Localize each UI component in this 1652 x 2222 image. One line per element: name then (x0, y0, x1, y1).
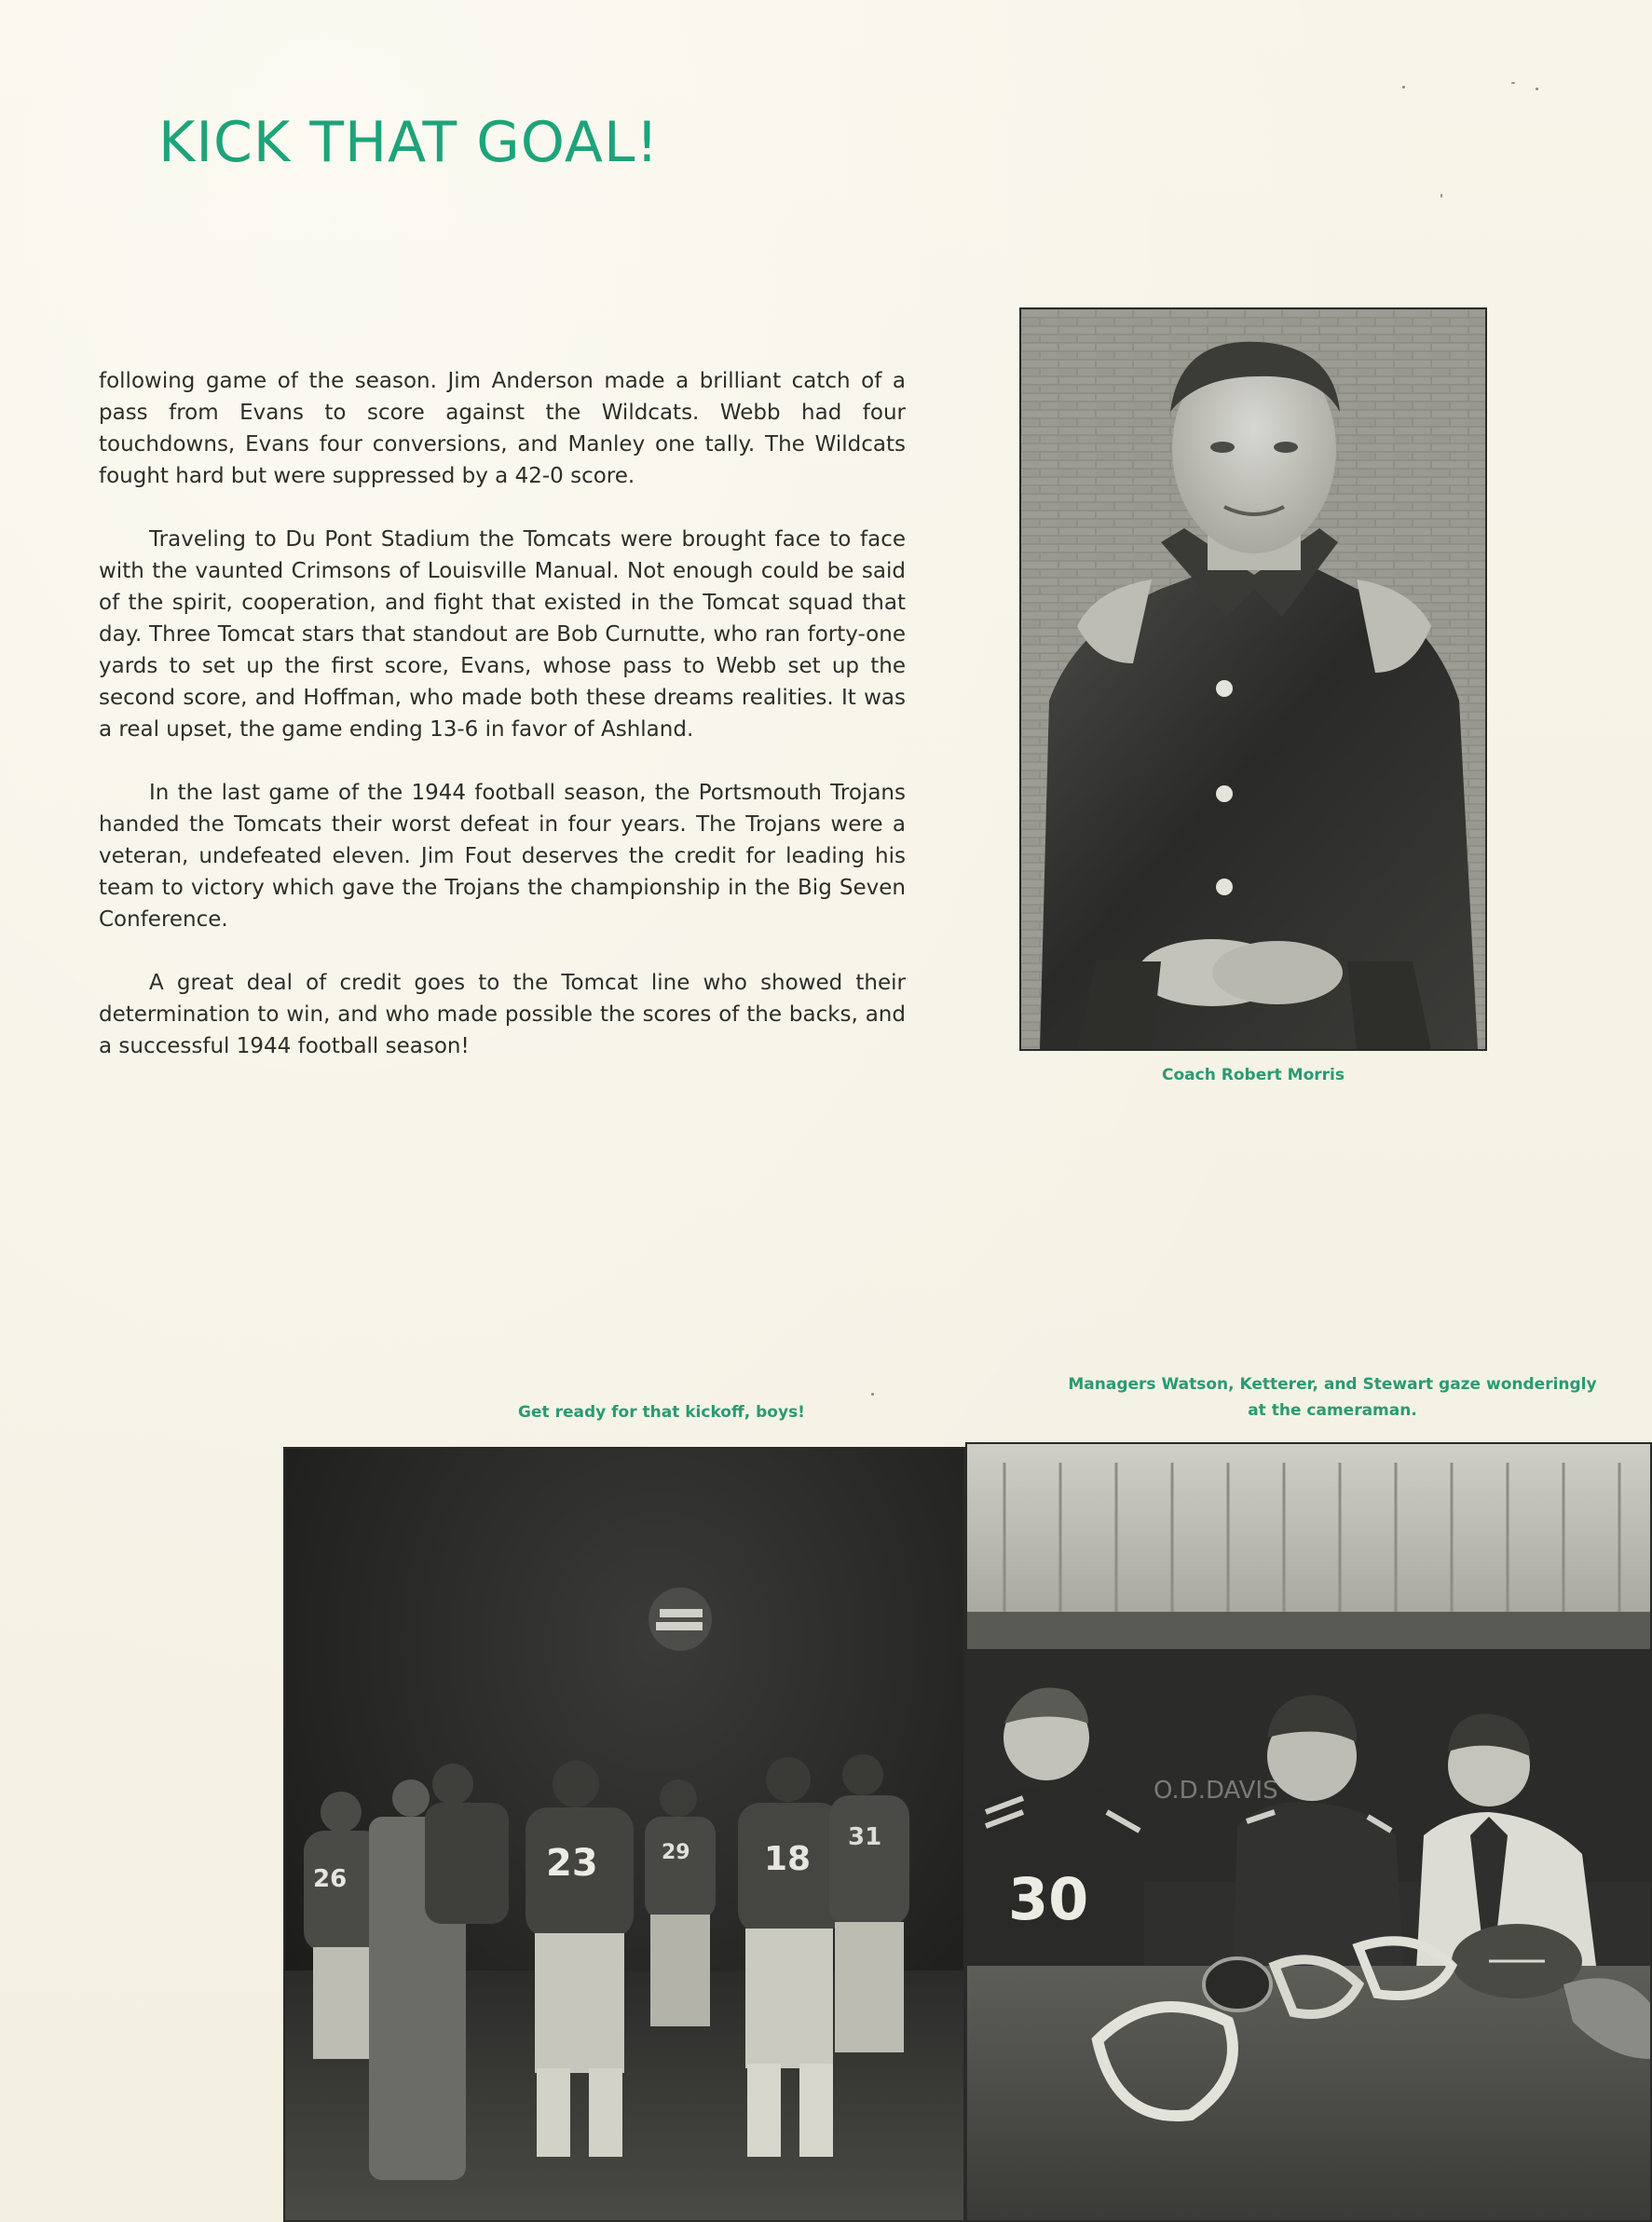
managers-caption-line1: Managers Watson, Ketterer, and Stewart gaze wonderingly (1068, 1375, 1597, 1394)
managers-caption-line2: at the cameraman. (1248, 1401, 1417, 1420)
paragraph-1: following game of the season. Jim Anderson made a brilliant catch of a pass from Evans to score against the Wildcats. Webb had four touchdowns, Evans four conversions, and Manley one tally. The Wildcats fought hard but were suppressed by a 42-0 score. (99, 369, 906, 488)
jersey-number-23: 23 (546, 1842, 598, 1885)
paper-speck (871, 1393, 874, 1396)
jersey-number-29: 29 (662, 1841, 690, 1864)
page-title: KICK THAT GOAL! (158, 110, 660, 175)
jersey-number-31: 31 (848, 1823, 882, 1851)
paper-speck (1402, 86, 1405, 89)
kickoff-photo (283, 1447, 965, 2222)
wall-sign: O.D.DAVIS (1154, 1777, 1278, 1805)
paragraph-4: A great deal of credit goes to the Tomcat line who showed their determination to win, and who made possible the scores of the backs, and a successful 1944 football season! (99, 971, 906, 1058)
coach-photo (1019, 307, 1487, 1051)
jersey-number-26: 26 (313, 1865, 348, 1893)
paper-speck (1536, 88, 1538, 90)
kickoff-caption: Get ready for that kickoff, boys! (518, 1403, 805, 1422)
article-body (99, 365, 906, 1094)
coach-caption: Coach Robert Morris (1162, 1066, 1345, 1084)
manager-jersey-number: 30 (1008, 1865, 1089, 1933)
paragraph-2: Traveling to Du Pont Stadium the Tomcats were brought face to face with the vaunted Crimsons of Louisville Manual. Not enough could be said of the spirit, cooperation, and fight that existed in the Tomcat squad that day. Three Tomcat stars that standout are Bob Curnutte, who ran forty-one yards to set up the first score, Evans, whose pass to Webb set up the second score, and Hoffman, who made both these dreams realities. It was a real upset, the game ending 13-6 in favor of Ashland. (99, 527, 906, 742)
paper-speck (1511, 82, 1515, 84)
jersey-number-18: 18 (764, 1840, 812, 1878)
paragraph-3: In the last game of the 1944 football season, the Portsmouth Trojans handed the Tomcats their worst defeat in four years. The Trojans were a veteran, undefeated eleven. Jim Fout deserves the credit for leading his team to victory which gave the Trojans the championship in the Big Seven Conference. (99, 781, 906, 932)
managers-photo (965, 1442, 1652, 2222)
paper-speck (1440, 194, 1442, 198)
